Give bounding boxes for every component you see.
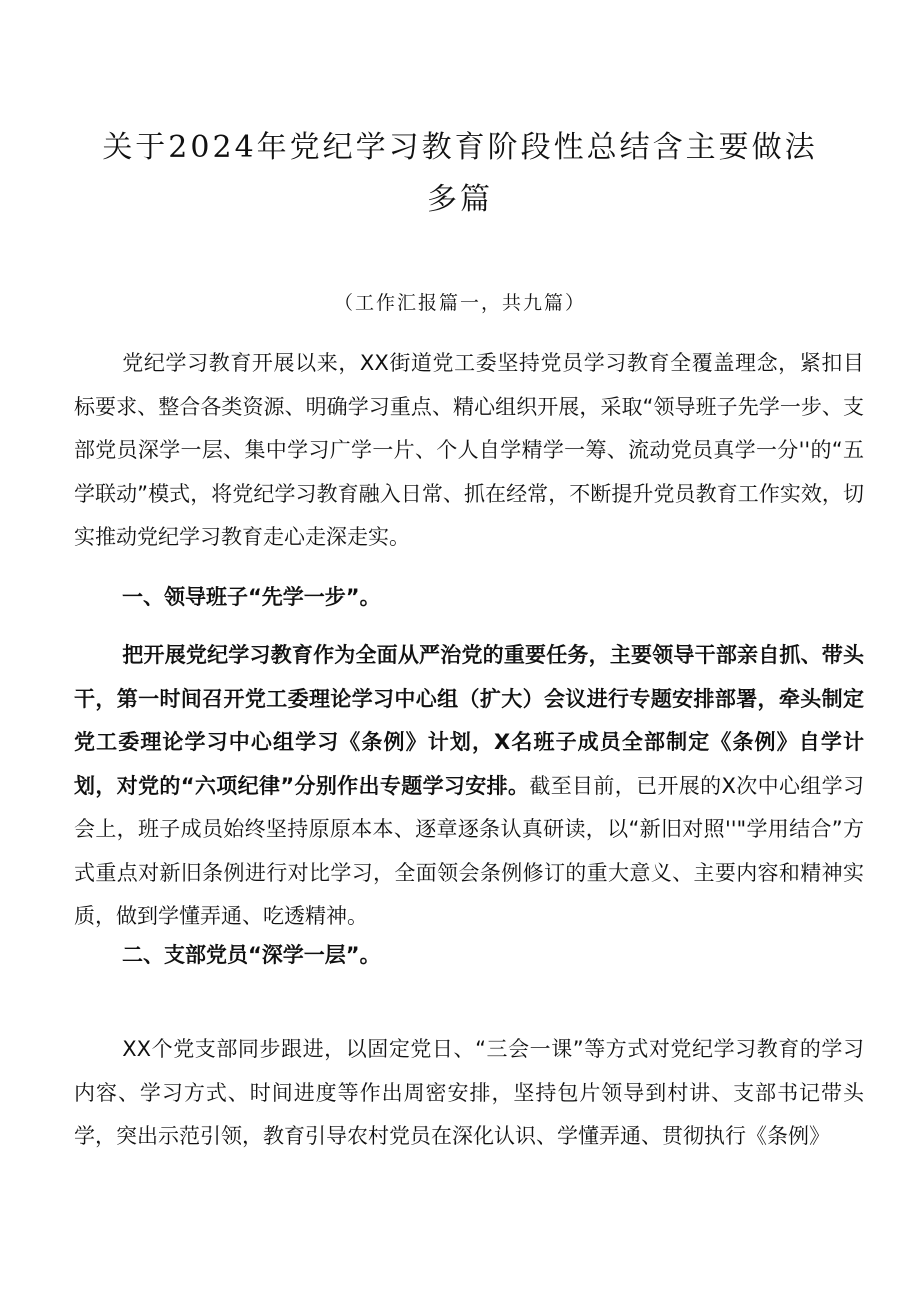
section-1-bold-text: 把开展党纪学习教育作为全面从严治党的重要任务，主要领导干部亲自抓、带头干，第一时间召开党工委理论学习中心组（扩大）会议进行专题安排部署，牵头制定党工委理论学习中心组学习《条例》计划，X名班子成员全部制定《条例》自学计划，对党的“六项纪律”分别作出专题学习安排。 — [74, 643, 864, 798]
section-heading-2: 二、支部党员“深学一层”。 — [122, 943, 381, 967]
document-subtitle: （工作汇报篇一，共九篇） — [333, 292, 586, 314]
section-paragraph-1 — [74, 634, 864, 939]
document-title: 关于2024年党纪学习教育阶段性总结含主要做法多篇 — [102, 130, 818, 217]
section-1-body-text: 截至目前，已开展的X次中心组学习会上，班子成员始终坚持原原本本、逐章逐条认真研读，以“新旧对照''"学用结合”方式重点对新旧条例进行对比学习，全面领会条例修订的重大意义、主要内容和精神实质，做到学懂弄通、吃透精神。 — [74, 773, 864, 928]
section-paragraph-2: XX个党支部同步跟进，以固定党日、“三会一课”等方式对党纪学习教育的学习内容、学习方式、时间进度等作出周密安排，坚持包片领导到村讲、支部书记带头学，突出示范引领，教育引导农村党员在深化认识、学懂弄通、贯彻执行《条例》 — [74, 1037, 864, 1148]
section-heading-1: 一、领导班子“先学一步”。 — [122, 585, 381, 609]
intro-paragraph: 党纪学习教育开展以来，XX街道党工委坚持党员学习教育全覆盖理念，紧扣目标要求、整合各类资源、明确学习重点、精心组织开展，采取“领导班子先学一步、支部党员深学一层、集中学习广学一片、个人自学精学一筹、流动党员真学一分''的“五学联动”模式，将党纪学习教育融入日常、抓在经常，不断提升党员教育工作实效，切实推动党纪学习教育走心走深走实。 — [74, 351, 864, 549]
